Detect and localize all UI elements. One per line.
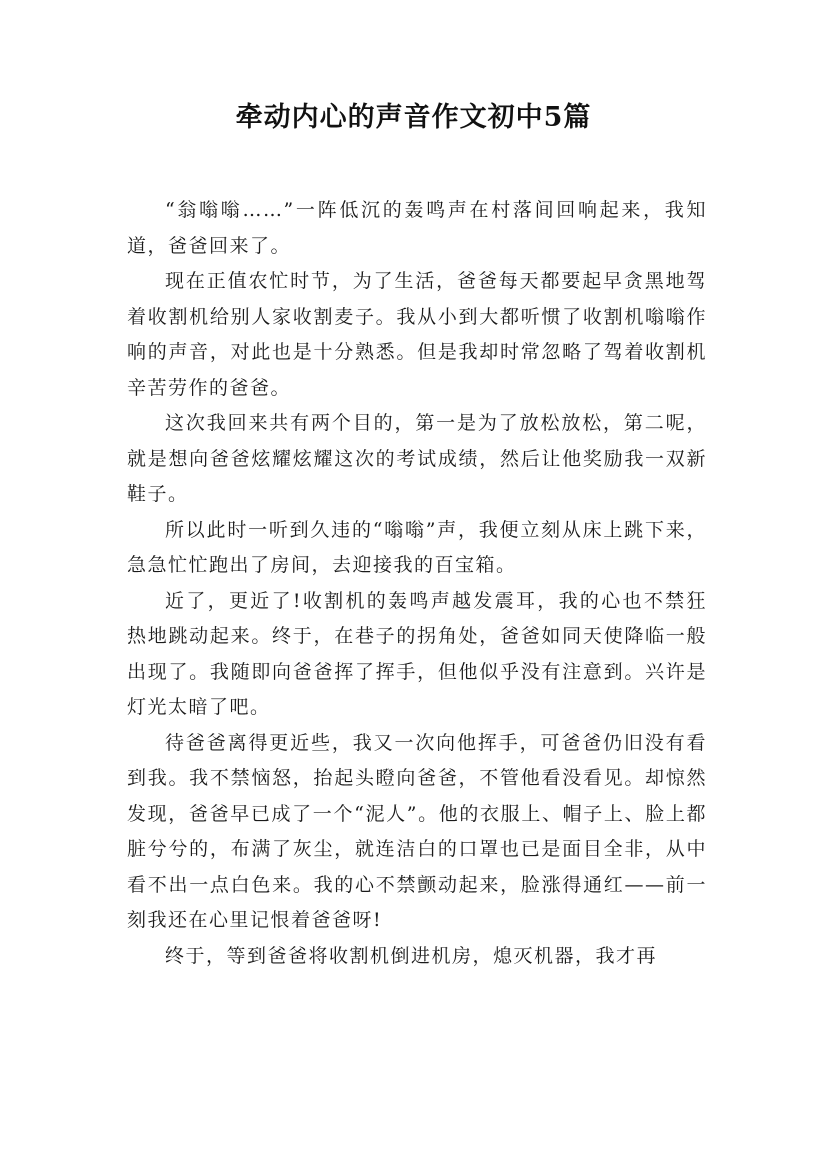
paragraph: 所以此时一听到久违的“嗡嗡”声，我便立刻从床上跳下来，急急忙忙跑出了房间，去迎接我的百宝箱。 — [127, 518, 707, 576]
paragraph: 这次我回来共有两个目的，第一是为了放松放松，第二呢，就是想向爸爸炫耀炫耀这次的考试成绩，然后让他奖励我一双新鞋子。 — [127, 412, 707, 505]
paragraph: 现在正值农忙时节，为了生活，爸爸每天都要起早贪黑地驾着收割机给别人家收割麦子。我从小到大都听惯了收割机嗡嗡作响的声音，对此也是十分熟悉。但是我却时常忽略了驾着收割机辛苦劳作的爸爸。 — [127, 270, 707, 399]
document-title: 牵动内心的声音作文初中5篇 — [235, 102, 592, 133]
paragraph: 近了，更近了!收割机的轰鸣声越发震耳，我的心也不禁狂热地跳动起来。终于，在巷子的拐角处，爸爸如同天使降临一般出现了。我随即向爸爸挥了挥手，但他似乎没有注意到。兴许是灯光太暗了吧。 — [127, 589, 707, 718]
paragraph: 待爸爸离得更近些，我又一次向他挥手，可爸爸仍旧没有看到我。我不禁恼怒，抬起头瞪向爸爸，不管他看没看见。却惊然发现，爸爸早已成了一个“泥人”。他的衣服上、帽子上、脸上都脏兮兮的，布满了灰尘，就连洁白的口罩也已是面目全非，从中看不出一点白色来。我的心不禁颤动起来，脸涨得通红——前一刻我还在心里记恨着爸爸呀! — [127, 731, 707, 931]
paragraph: 终于，等到爸爸将收割机倒进机房，熄灭机器，我才再 — [165, 944, 658, 967]
paragraph: “翁嗡嗡……”一阵低沉的轰鸣声在村落间回响起来，我知道，爸爸回来了。 — [127, 199, 707, 257]
document-body — [127, 193, 707, 974]
